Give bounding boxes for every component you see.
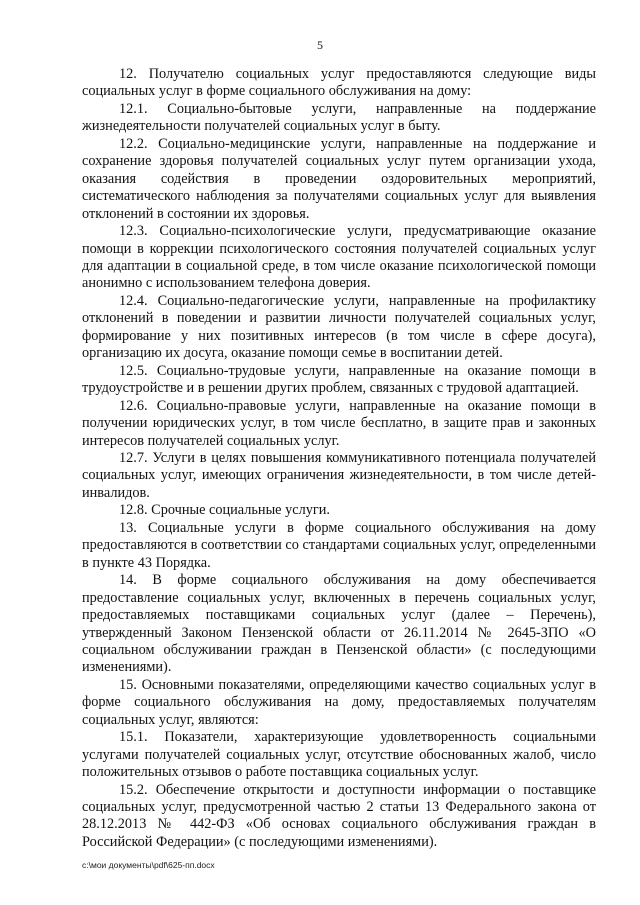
- paragraph-12-2: 12.2. Социально-медицинские услуги, направленные на поддержание и сохранение здоровья получателей социальных услуг путем организации ухода, оказания содействия в проведении оздоровительных мероприятий, систематического наблюдения за получателями социальных услуг для выявления отклонений в состоянии их здоровья.: [82, 135, 596, 222]
- page-number: 5: [317, 38, 323, 52]
- paragraph-15: 15. Основными показателями, определяющими качество социальных услуг в форме социального обслуживания на дому, предоставляемых получателям социальных услуг, являются:: [82, 676, 596, 728]
- paragraph-15-1: 15.1. Показатели, характеризующие удовлетворенность социальными услугами получателей социальных услуг, отсутствие обоснованных жалоб, число положительных отзывов о работе поставщика социальных услуг.: [82, 729, 596, 781]
- paragraph-12-8: 12.8. Срочные социальные услуги.: [119, 502, 330, 519]
- paragraph-12-5: 12.5. Социально-трудовые услуги, направленные на оказание помощи в трудоустройстве и в решении других проблем, связанных с трудовой адаптацией.: [82, 362, 596, 397]
- paragraph-12-7: 12.7. Услуги в целях повышения коммуникативного потенциала получателей социальных услуг, имеющих ограничения жизнедеятельности, в том числе детей-инвалидов.: [82, 449, 596, 501]
- paragraph-14: 14. В форме социального обслуживания на дому обеспечивается предоставление социальных услуг, включенных в перечень социальных услуг, предоставляемых поставщиками социальных услуг (далее – Перечень), утвержденный Законом Пензенской области от 26.11.2014 № 2645-ЗПО «О социальном обслуживании граждан в Пензенской области» (с последующими изменениями).: [82, 572, 596, 676]
- paragraph-12-3: 12.3. Социально-психологические услуги, предусматривающие оказание помощи в коррекции психологического состояния получателей социальных услуг для адаптации в социальной среде, в том числе оказание психологической помощи анонимно с использованием телефона доверия.: [82, 223, 596, 292]
- paragraph-12: 12. Получателю социальных услуг предоставляются следующие виды социальных услуг в форме социального обслуживания на дому:: [82, 66, 596, 100]
- document-body: [82, 66, 596, 851]
- paragraph-12-1: 12.1. Социально-бытовые услуги, направленные на поддержание жизнедеятельности получателей социальных услуг в быту.: [82, 100, 596, 135]
- paragraph-12-6: 12.6. Социально-правовые услуги, направленные на оказание помощи в получении юридических услуг, в том числе бесплатно, в защите прав и законных интересов получателей социальных услуг.: [82, 397, 596, 449]
- paragraph-15-2: 15.2. Обеспечение открытости и доступности информации о поставщике социальных услуг, предусмотренной частью 2 статьи 13 Федерального закона от 28.12.2013 № 442-ФЗ «Об основах социального обслуживания граждан в Российской Федерации» (с последующими изменениями).: [82, 781, 596, 850]
- footer-file-path: c:\мои документы\pdf\625-пп.docx: [82, 860, 215, 870]
- paragraph-13: 13. Социальные услуги в форме социального обслуживания на дому предоставляются в соответствии со стандартами социальных услуг, определенными в пункте 43 Порядка.: [82, 519, 596, 571]
- paragraph-12-4: 12.4. Социально-педагогические услуги, направленные на профилактику отклонений в поведении и развитии личности получателей социальных услуг, формирование у них позитивных интересов (в том числе в сфере досуга), организацию их досуга, оказание помощи семье в воспитании детей.: [82, 292, 596, 362]
